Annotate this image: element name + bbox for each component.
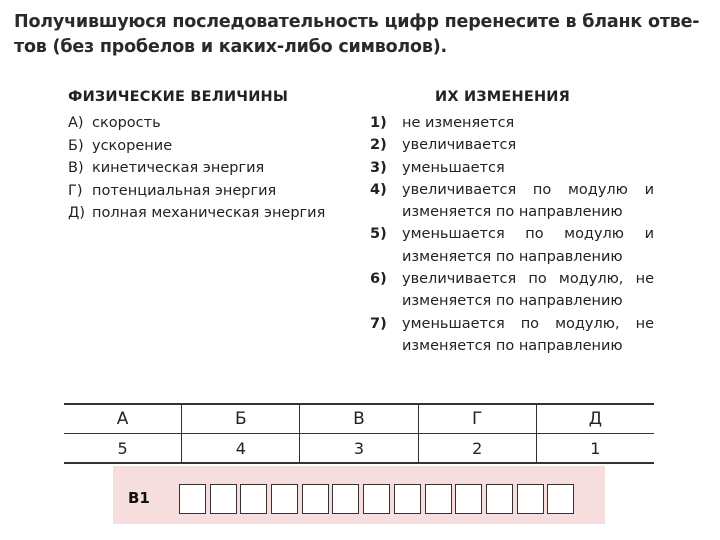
answer-cell[interactable] [271, 484, 298, 514]
quantity-text: полная механическая энергия [92, 205, 326, 221]
answer-cell[interactable] [302, 484, 329, 514]
answer-cell[interactable] [517, 484, 544, 514]
answer-cell[interactable] [486, 484, 513, 514]
answer-cell[interactable] [210, 484, 237, 514]
task-instruction [14, 10, 708, 60]
instruction-line-2: тов (без пробелов и каких-либо символов). [14, 37, 447, 57]
change-item [370, 134, 654, 156]
quantity-label: В) [68, 160, 84, 176]
change-item [370, 179, 654, 224]
change-text: не изменяется [402, 115, 515, 131]
quantity-item [68, 112, 368, 135]
answer-form [113, 466, 605, 524]
change-number: 7) [370, 315, 387, 332]
change-number: 2) [370, 137, 387, 154]
answer-header-cell: Б [182, 404, 300, 434]
change-number: 3) [370, 159, 387, 176]
answer-cell[interactable] [179, 484, 206, 514]
answer-value-cell: 4 [182, 434, 300, 464]
change-text: увеличивается [402, 137, 517, 154]
quantity-item [68, 202, 368, 225]
change-text: уменьшается по модулю и изменяется по направлению [402, 226, 654, 265]
answer-cell[interactable] [425, 484, 452, 514]
change-text: увеличивается по модулю, не изменяется по направлению [402, 271, 654, 310]
change-number: 4) [370, 181, 387, 198]
quantity-label: Д) [68, 205, 85, 221]
answer-cell[interactable] [240, 484, 267, 514]
change-text: увеличивается по модулю и изменяется по направлению [402, 181, 654, 221]
answer-table-header-row [64, 404, 654, 434]
quantity-item [68, 135, 368, 158]
quantity-text: скорость [92, 115, 161, 131]
quantity-text: кинетическая энергия [92, 160, 265, 176]
quantity-label: Б) [68, 137, 84, 154]
answer-form-cells [179, 484, 578, 514]
answer-header-cell: В [300, 404, 418, 434]
changes-list [370, 112, 654, 357]
change-text: уменьшается [402, 159, 505, 176]
changes-header: ИХ ИЗМЕНЕНИЯ [435, 89, 571, 105]
change-number: 5) [370, 226, 387, 243]
quantities-list [68, 112, 368, 225]
change-text: уменьшается по модулю, не изменяется по направлению [402, 315, 654, 354]
change-item [370, 223, 654, 268]
answer-cell[interactable] [547, 484, 574, 514]
change-item [370, 157, 654, 179]
answer-header-cell: Г [418, 404, 536, 434]
answer-cell[interactable] [455, 484, 482, 514]
quantity-text: ускорение [92, 137, 173, 154]
change-number: 6) [370, 271, 387, 288]
change-item [370, 268, 654, 313]
answer-header-cell: А [64, 404, 182, 434]
quantity-item [68, 180, 368, 203]
answer-form-label: В1 [128, 489, 150, 507]
change-item [370, 112, 654, 134]
quantity-item [68, 157, 368, 180]
answer-cell[interactable] [332, 484, 359, 514]
answer-header-cell: Д [536, 404, 654, 434]
answer-value-cell: 5 [64, 434, 182, 464]
answer-value-cell: 1 [536, 434, 654, 464]
quantity-label: Г) [68, 182, 83, 199]
change-item [370, 313, 654, 358]
quantities-header: ФИЗИЧЕСКИЕ ВЕЛИЧИНЫ [68, 89, 289, 105]
answer-cell[interactable] [363, 484, 390, 514]
answer-table [64, 403, 654, 464]
change-number: 1) [370, 115, 387, 131]
answer-value-cell: 3 [300, 434, 418, 464]
instruction-line-1: Получившуюся последовательность цифр перенесите в бланк отве- [14, 12, 700, 32]
quantity-text: потенциальная энергия [92, 182, 277, 199]
answer-table-values-row [64, 434, 654, 464]
quantity-label: А) [68, 115, 84, 131]
answer-value-cell: 2 [418, 434, 536, 464]
answer-cell[interactable] [394, 484, 421, 514]
